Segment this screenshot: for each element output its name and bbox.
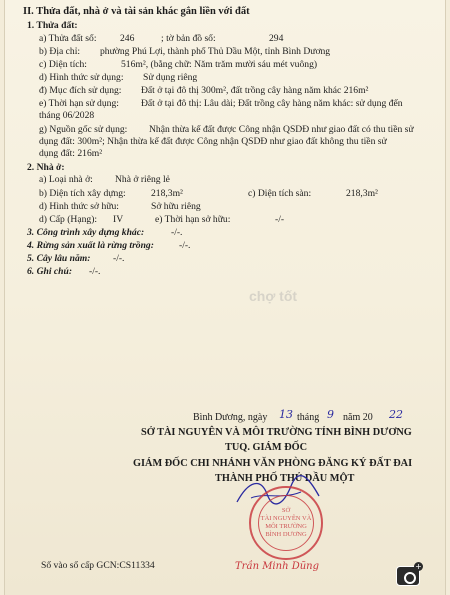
land-sheet-value: 294: [269, 33, 284, 44]
land-sheet-label: ; tờ bản đồ số:: [161, 33, 216, 44]
date-month-label: tháng: [297, 412, 320, 423]
plus-icon[interactable]: +: [415, 562, 422, 571]
watermark: chợ tốt: [249, 288, 298, 304]
land-address-label: b) Địa chỉ:: [39, 46, 81, 57]
org-line-1: SỞ TÀI NGUYÊN VÀ MÔI TRƯỜNG TỈNH BÌNH DƯƠNG: [141, 427, 412, 438]
place-date-label: Bình Dương, ngày: [193, 412, 268, 423]
land-origin-label: g) Nguồn gốc sử dụng:: [39, 124, 128, 135]
land-usage-form-value: Sử dụng riêng: [143, 72, 198, 83]
house-type-label: a) Loại nhà ở:: [39, 174, 93, 185]
stamp-text-1: SỞ: [281, 507, 291, 514]
house-term-label: e) Thời hạn sở hữu:: [155, 214, 231, 225]
house-type-value: Nhà ở riêng lẻ: [115, 174, 170, 185]
land-origin-value-1: Nhận thừa kế đất được Công nhận QSDĐ như giao đất có thu tiền sử: [149, 124, 414, 135]
house-build-area-value: 218,3m²: [151, 188, 183, 199]
date-month: 9: [327, 408, 334, 421]
land-term-value-1: Đất ở tại đô thị: Lâu dài; Đất trồng cây hàng năm khác: sử dụng đến: [141, 98, 403, 109]
land-area-label: c) Diện tích:: [39, 59, 87, 70]
land-parcel-label: a) Thửa đất số:: [39, 33, 97, 44]
org-line-4: THÀNH PHỐ THỦ DẦU MỘT: [215, 473, 355, 484]
land-usage-form-label: d) Hình thức sử dụng:: [39, 72, 124, 83]
house-term-value: -/-: [275, 214, 285, 225]
house-grade-label: d) Cấp (Hạng):: [39, 214, 98, 225]
date-day: 13: [279, 408, 293, 421]
date-year-label: năm 20: [343, 412, 373, 423]
land-origin-value-2: dụng đất: 300m²; Nhận thừa kế đất được Công nhận QSDĐ như giao đất không thu tiền sử: [39, 136, 387, 147]
land-parcel-value: 246: [120, 33, 135, 44]
house-floor-area-label: c) Diện tích sàn:: [248, 188, 312, 199]
org-line-3: GIÁM ĐỐC CHI NHÁNH VĂN PHÒNG ĐĂNG KÝ ĐẤT ĐAI: [133, 458, 413, 469]
house-ownership-label: d) Hình thức sở hữu:: [39, 201, 119, 212]
land-term-label: e) Thời hạn sử dụng:: [39, 98, 119, 109]
land-origin-value-3: dụng đất: 216m²: [39, 148, 103, 159]
notes-value: -/-.: [89, 266, 101, 277]
land-address-value: phường Phú Lợi, thành phố Thủ Dầu Một, tỉnh Bình Dương: [100, 46, 331, 57]
house-floor-area-value: 218,3m²: [346, 188, 378, 199]
stamp-text-4: BÌNH DƯƠNG: [265, 531, 307, 538]
other-construction-value: -/-.: [171, 227, 183, 238]
land-purpose-value: Đất ở tại đô thị 300m², đất trồng cây hàng năm khác 216m²: [141, 85, 369, 96]
signer-name: Trần Minh Dũng: [235, 561, 319, 572]
date-year: 22: [389, 408, 403, 421]
certificate-page: [4, 0, 446, 595]
other-construction-label: 3. Công trình xây dựng khác:: [27, 227, 145, 238]
land-heading: 1. Thửa đất:: [27, 20, 78, 31]
plantation-forest-value: -/-.: [179, 240, 191, 251]
org-line-2: TUQ. GIÁM ĐỐC: [225, 442, 308, 453]
house-build-area-label: b) Diện tích xây dựng:: [39, 188, 126, 199]
section-title: II. Thửa đất, nhà ở và tài sản khác gắn liền với đất: [23, 6, 250, 17]
registry-number: Số vào sổ cấp GCN:CS11334: [41, 560, 155, 571]
land-term-value-2: tháng 06/2028: [39, 110, 95, 121]
land-area-value: 516m², (bằng chữ: Năm trăm mười sáu mét vuông): [121, 59, 318, 70]
stamp-text-2: TÀI NGUYÊN VÀ: [260, 515, 312, 522]
plantation-forest-label: 4. Rừng sản xuất là rừng trồng:: [27, 240, 154, 251]
perennial-trees-label: 5. Cây lâu năm:: [27, 253, 91, 264]
perennial-trees-value: -/-.: [113, 253, 125, 264]
notes-label: 6. Ghi chú:: [27, 266, 73, 277]
official-stamp: [249, 486, 323, 560]
land-purpose-label: đ) Mục đích sử dụng:: [39, 85, 122, 96]
house-grade-value: IV: [113, 214, 124, 225]
house-ownership-value: Sở hữu riêng: [151, 201, 201, 212]
stamp-text-3: MÔI TRƯỜNG: [265, 523, 307, 530]
house-heading: 2. Nhà ở:: [27, 162, 65, 173]
